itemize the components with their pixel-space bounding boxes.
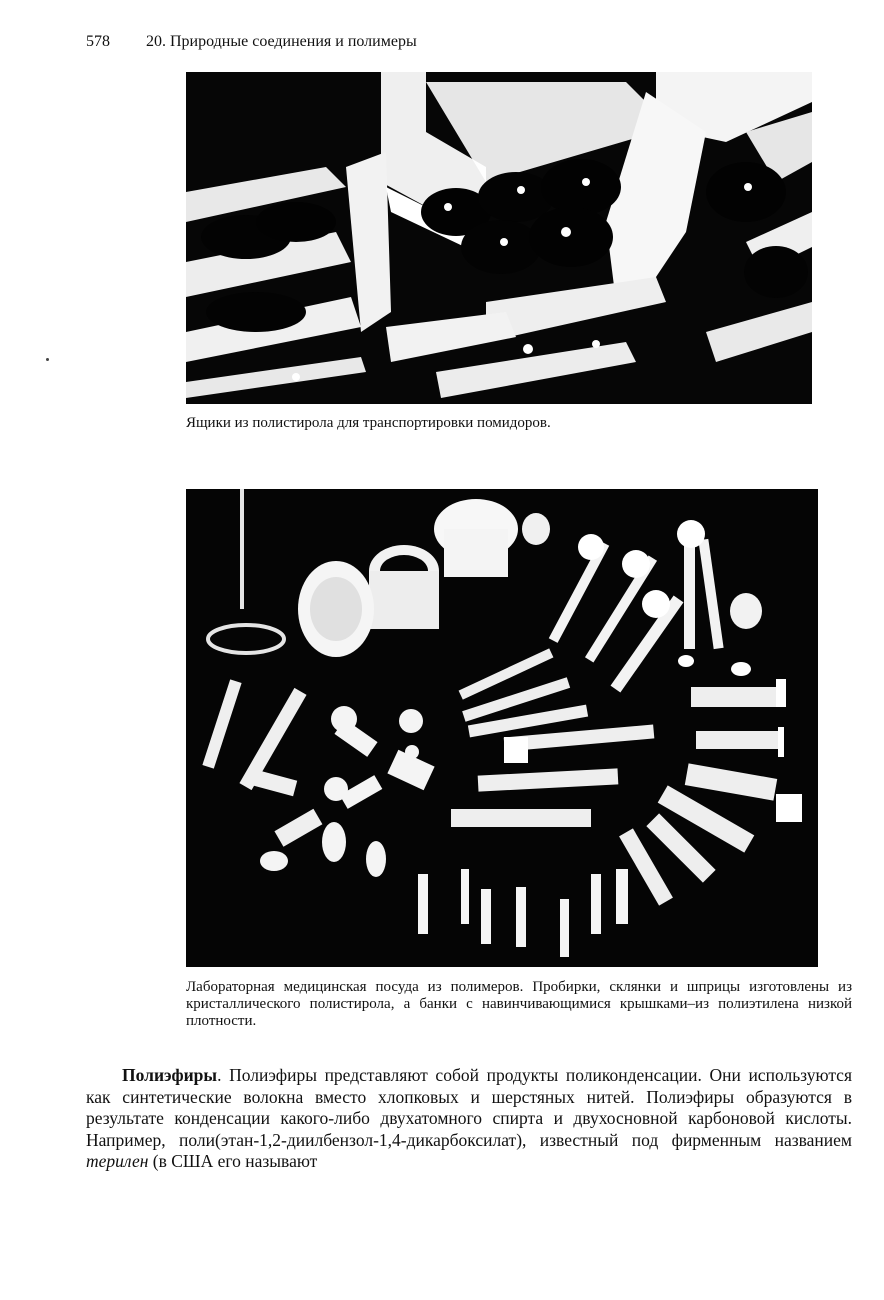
running-head-chapter-title: 20. Природные соединения и полимеры — [146, 33, 417, 50]
photo-tomato-crates — [186, 72, 812, 404]
term-polyesters: Полиэфиры — [122, 1065, 218, 1085]
photo-lab-ware-image — [186, 489, 818, 967]
figure-caption-2: Лабораторная медицинская посуда из полимеров. Пробирки, склянки и шприцы изготовлены из кристаллического полистирола, а банки с навинчивающимися крышками–из полиэтилена низкой плотности. — [186, 979, 852, 1029]
margin-speck — [46, 358, 49, 361]
photo-lab-ware — [186, 489, 818, 967]
body-paragraph — [86, 1065, 852, 1173]
body-text-part-2: (в США его называют — [148, 1151, 318, 1171]
page-number: 578 — [86, 33, 110, 50]
figure-caption-1: Ящики из полистирола для транспортировки помидоров. — [186, 415, 551, 431]
trade-name-terylene: терилен — [86, 1151, 149, 1171]
page-header — [86, 30, 806, 54]
body-text-part-1: . Полиэфиры представляют собой продукты поликонденсации. Они используются как синтетические волокна вместо хлопковых и шерстяных нитей. Полиэфиры образуются в результате конденсации какого-либо двухатомного спирта и двухосновной карбоновой кислоты. Например, поли(этан-1,2-диилбензол-1,4-дикарбоксилат), известный под фирменным названием — [86, 1065, 852, 1150]
photo-tomato-crates-image — [186, 72, 812, 404]
